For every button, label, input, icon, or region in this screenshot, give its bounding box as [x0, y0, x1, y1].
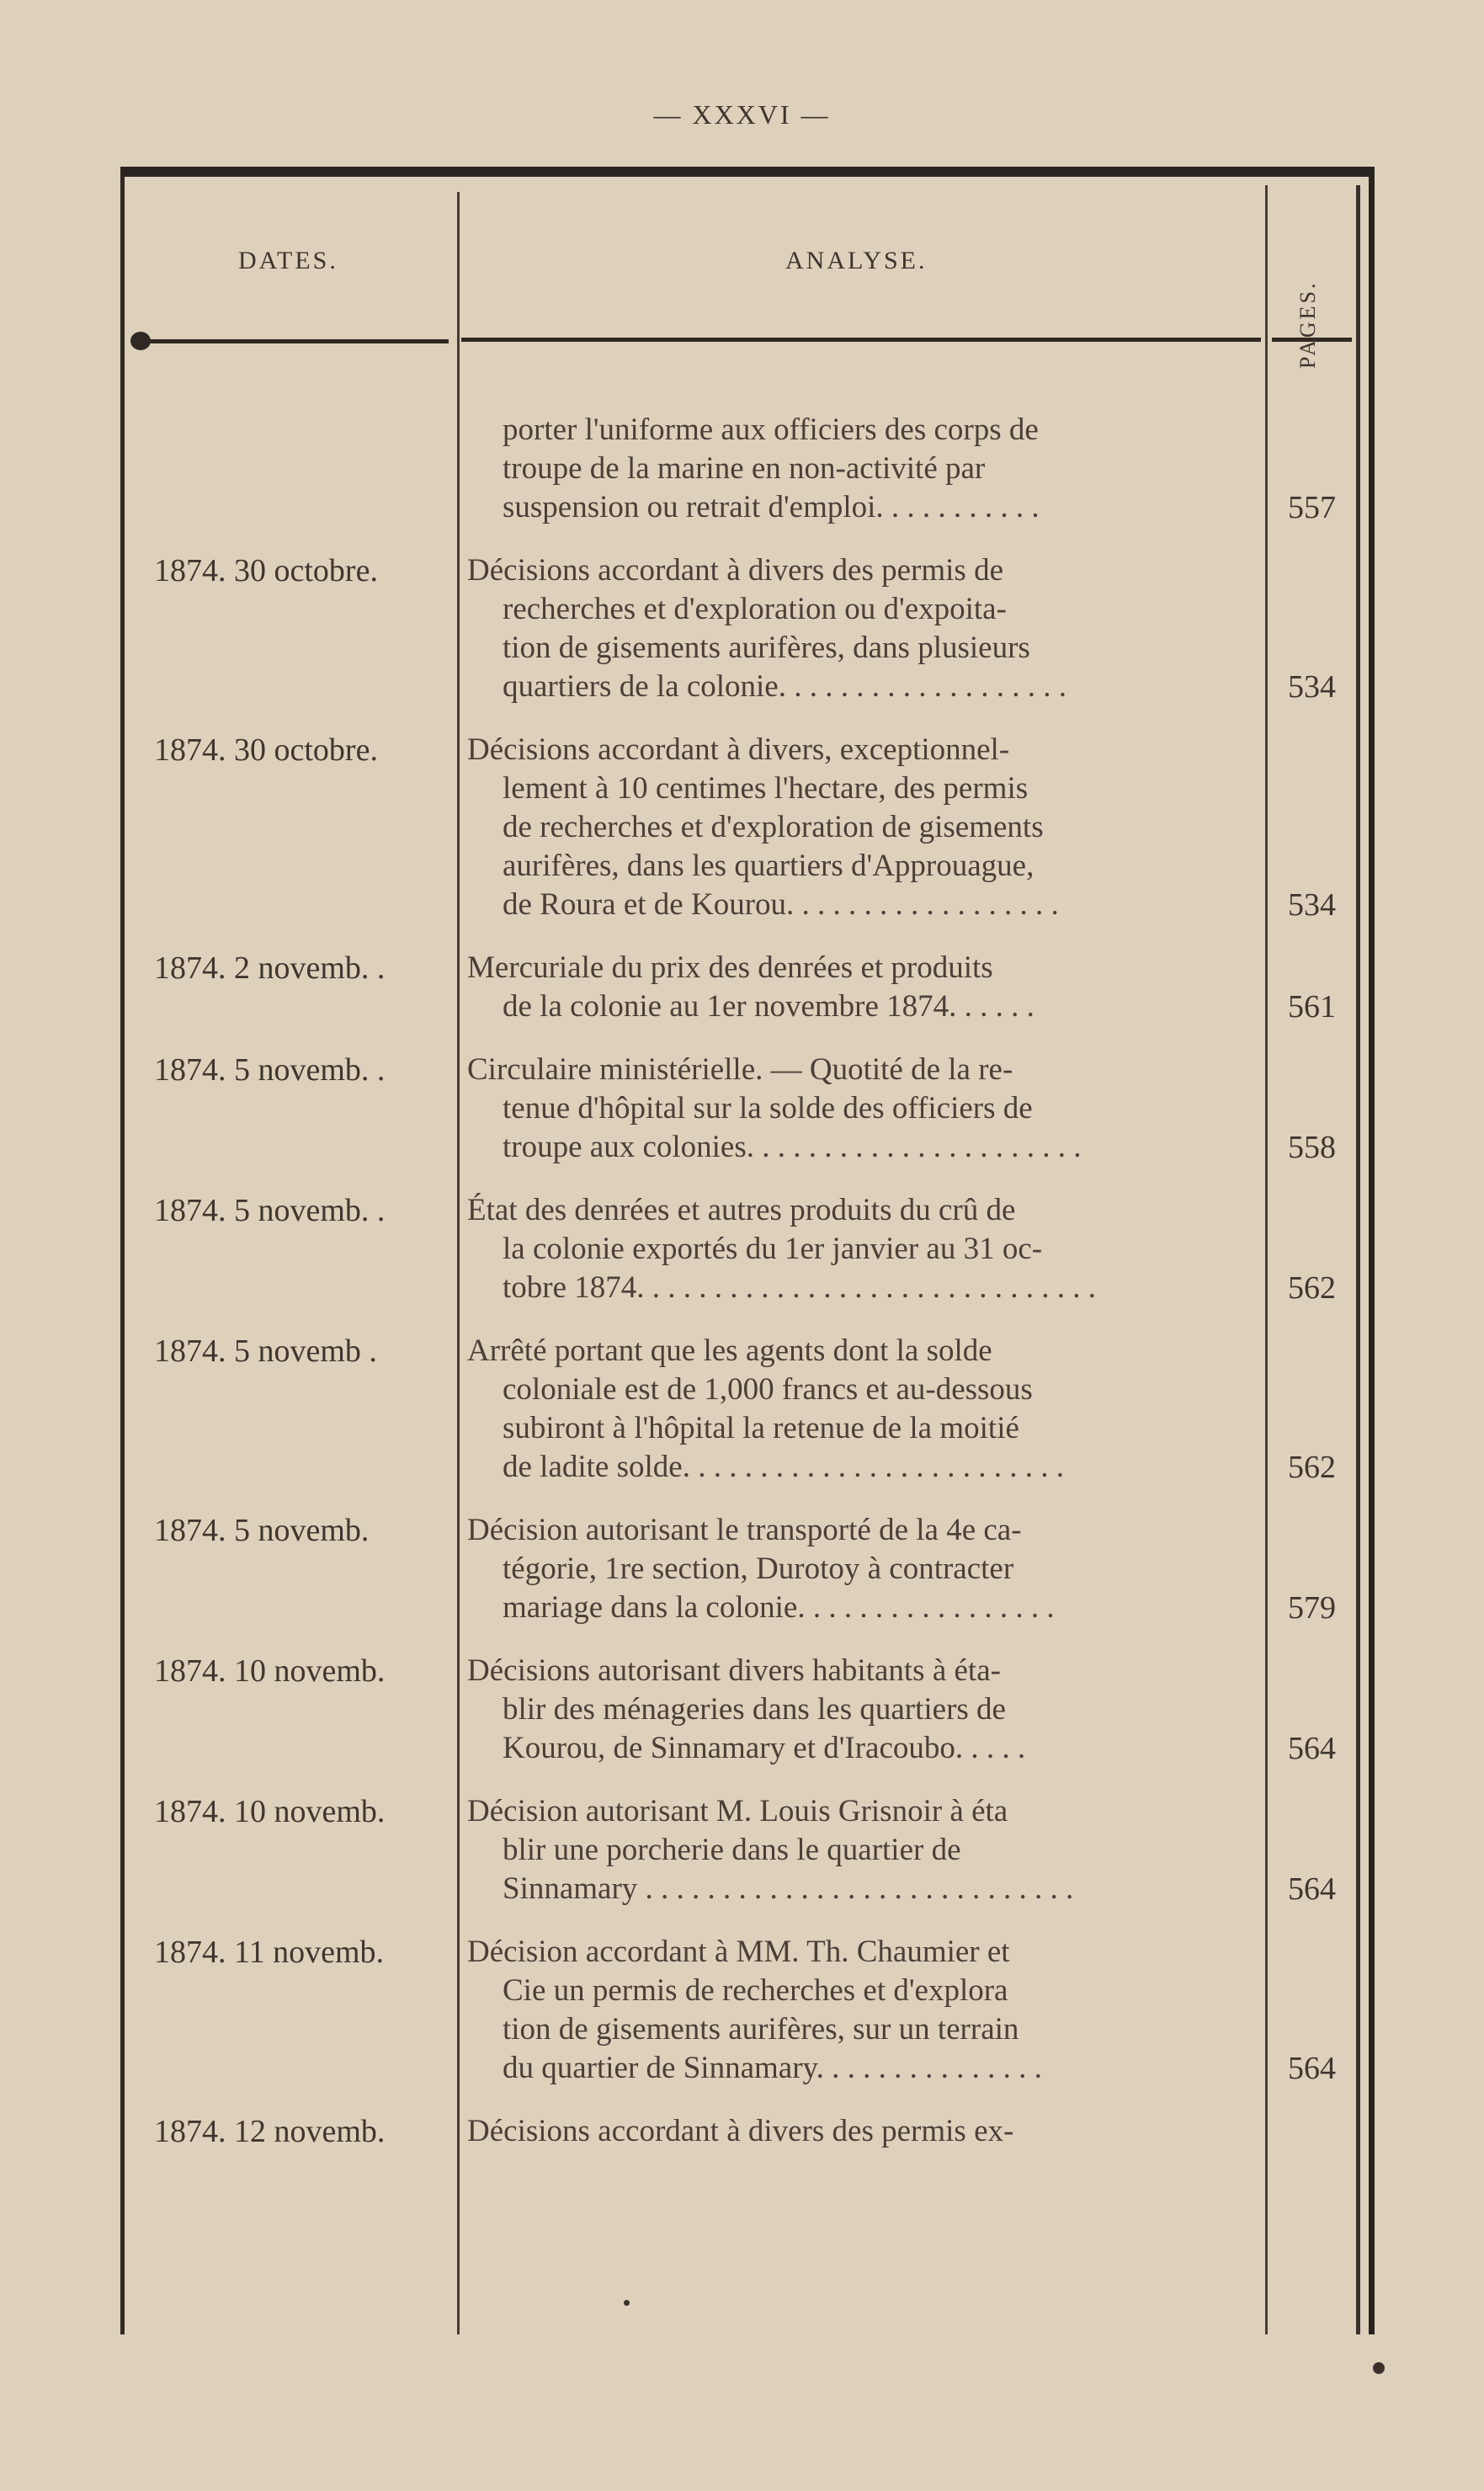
table-top-rule [120, 167, 1375, 177]
analysis-line: blir des ménageries dans les quartiers de [503, 1692, 1006, 1727]
row-page-number: 562 [1288, 1270, 1336, 1306]
row-analysis [467, 1051, 1257, 1167]
analysis-line: Décision autorisant M. Louis Grisnoir à éta [467, 1794, 1008, 1828]
table-right-border [1369, 175, 1375, 2334]
row-page-number: 557 [1288, 490, 1336, 525]
row-page-number: 561 [1288, 989, 1336, 1025]
analysis-line: tenue d'hôpital sur la solde des officiers de [503, 1091, 1033, 1126]
row-date: 1874. 10 novemb. [154, 1653, 386, 1689]
row-date: 1874. 10 novemb. [154, 1794, 386, 1829]
analysis-line: de ladite solde. . . . . . . . . . . . . . . . . . . . . . . . . [503, 1450, 1064, 1484]
analysis-line: Sinnamary . . . . . . . . . . . . . . . . . . . . . . . . . . . . [503, 1871, 1074, 1906]
analysis-line: aurifères, dans les quartiers d'Approuague, [503, 849, 1035, 883]
row-analysis [467, 1933, 1257, 2088]
row-date: 1874. 12 novemb. [154, 2114, 386, 2149]
column-separator-dates [457, 192, 460, 2334]
row-date: 1874. 5 novemb. . [154, 1052, 386, 1088]
row-analysis [467, 949, 1257, 1026]
analysis-line: blir une porcherie dans le quartier de [503, 1833, 961, 1867]
analysis-line: Circulaire ministérielle. — Quotité de la re- [467, 1052, 1013, 1087]
row-analysis [467, 731, 1257, 924]
analysis-line: tion de gisements aurifères, dans plusieurs [503, 631, 1030, 665]
row-analysis [467, 1652, 1257, 1768]
analysis-line: subiront à l'hôpital la retenue de la moitié [503, 1411, 1019, 1445]
analysis-line: mariage dans la colonie. . . . . . . . . . . . . . . . . [503, 1590, 1055, 1625]
row-page-number: 558 [1288, 1130, 1336, 1165]
analysis-line: Décisions accordant à divers, exceptionnel- [467, 732, 1010, 767]
row-page-number: 534 [1288, 887, 1336, 923]
row-page-number: 579 [1288, 1590, 1336, 1626]
row-page-number: 564 [1288, 1871, 1336, 1907]
row-analysis [467, 411, 1257, 527]
analysis-line: Décisions autorisant divers habitants à éta- [467, 1653, 1001, 1688]
analysis-line: troupe aux colonies. . . . . . . . . . . . . . . . . . . . . . [503, 1130, 1082, 1164]
row-analysis [467, 551, 1257, 706]
analysis-line: de Roura et de Kourou. . . . . . . . . . . . . . . . . . [503, 887, 1059, 922]
column-separator-pages [1265, 185, 1268, 2334]
row-date: 1874. 30 octobre. [154, 553, 378, 588]
table-left-border [120, 175, 125, 2334]
analysis-line: Décision autorisant le transporté de la 4e ca- [467, 1513, 1022, 1547]
analysis-line: Arrêté portant que les agents dont la solde [467, 1333, 992, 1368]
analysis-line: Décisions accordant à divers des permis de [467, 553, 1004, 588]
row-page-number: 564 [1288, 1731, 1336, 1766]
analysis-line: Cie un permis de recherches et d'explora [503, 1973, 1008, 2008]
row-page-number: 564 [1288, 2051, 1336, 2086]
row-date: 1874. 11 novemb. [154, 1935, 385, 1970]
analysis-line: suspension ou retrait d'emploi. . . . . . . . . . . [503, 490, 1040, 524]
analysis-line: tégorie, 1re section, Durotoy à contracter [503, 1552, 1014, 1586]
header-rule-dates [137, 339, 449, 343]
analysis-line: quartiers de la colonie. . . . . . . . . . . . . . . . . . . [503, 669, 1066, 704]
analysis-line: Kourou, de Sinnamary et d'Iracoubo. . . . . [503, 1731, 1026, 1765]
row-analysis [467, 1511, 1257, 1627]
analysis-line: lement à 10 centimes l'hectare, des permis [503, 771, 1029, 806]
header-rule-analysis [461, 338, 1261, 342]
analysis-line: du quartier de Sinnamary. . . . . . . . . . . . . . . [503, 2051, 1042, 2085]
row-analysis [467, 1191, 1257, 1307]
column-header-dates: DATES. [238, 247, 338, 274]
ink-speck [624, 2300, 630, 2306]
analysis-line: de la colonie au 1er novembre 1874. . . . . . [503, 989, 1035, 1024]
row-date: 1874. 5 novemb. . [154, 1193, 386, 1228]
row-date: 1874. 30 octobre. [154, 732, 378, 768]
row-analysis [467, 1332, 1257, 1487]
analysis-line: coloniale est de 1,000 francs et au-dessous [503, 1372, 1033, 1407]
analysis-line: Décision accordant à MM. Th. Chaumier et [467, 1935, 1010, 1969]
row-analysis [467, 2112, 1257, 2151]
row-date: 1874. 5 novemb . [154, 1333, 377, 1369]
analysis-line: Mercuriale du prix des denrées et produits [467, 950, 993, 985]
row-date: 1874. 5 novemb. [154, 1513, 370, 1548]
ink-speck [1373, 2362, 1385, 2374]
analysis-line: de recherches et d'exploration de gisements [503, 810, 1044, 844]
analysis-line: recherches et d'exploration ou d'expoita- [503, 592, 1007, 626]
column-header-pages: PAGES. [1295, 280, 1320, 369]
column-header-analysis: ANALYSE. [785, 247, 928, 274]
row-page-number: 534 [1288, 669, 1336, 705]
analysis-line: tobre 1874. . . . . . . . . . . . . . . . . . . . . . . . . . . . . . [503, 1270, 1097, 1305]
analysis-line: la colonie exportés du 1er janvier au 31 oc- [503, 1232, 1043, 1266]
index-table [120, 167, 1375, 2334]
page-number: — XXXVI — [653, 99, 831, 130]
analysis-line: porter l'uniforme aux officiers des corps de [503, 413, 1039, 447]
row-page-number: 562 [1288, 1450, 1336, 1485]
analysis-line: tion de gisements aurifères, sur un terrain [503, 2012, 1019, 2047]
row-analysis [467, 1792, 1257, 1908]
analysis-line: Décisions accordant à divers des permis ex- [467, 2114, 1014, 2148]
analysis-line: troupe de la marine en non-activité par [503, 451, 986, 486]
analysis-line: État des denrées et autres produits du crû de [467, 1193, 1016, 1227]
table-inner-right-border [1356, 185, 1360, 2334]
row-date: 1874. 2 novemb. . [154, 950, 386, 986]
